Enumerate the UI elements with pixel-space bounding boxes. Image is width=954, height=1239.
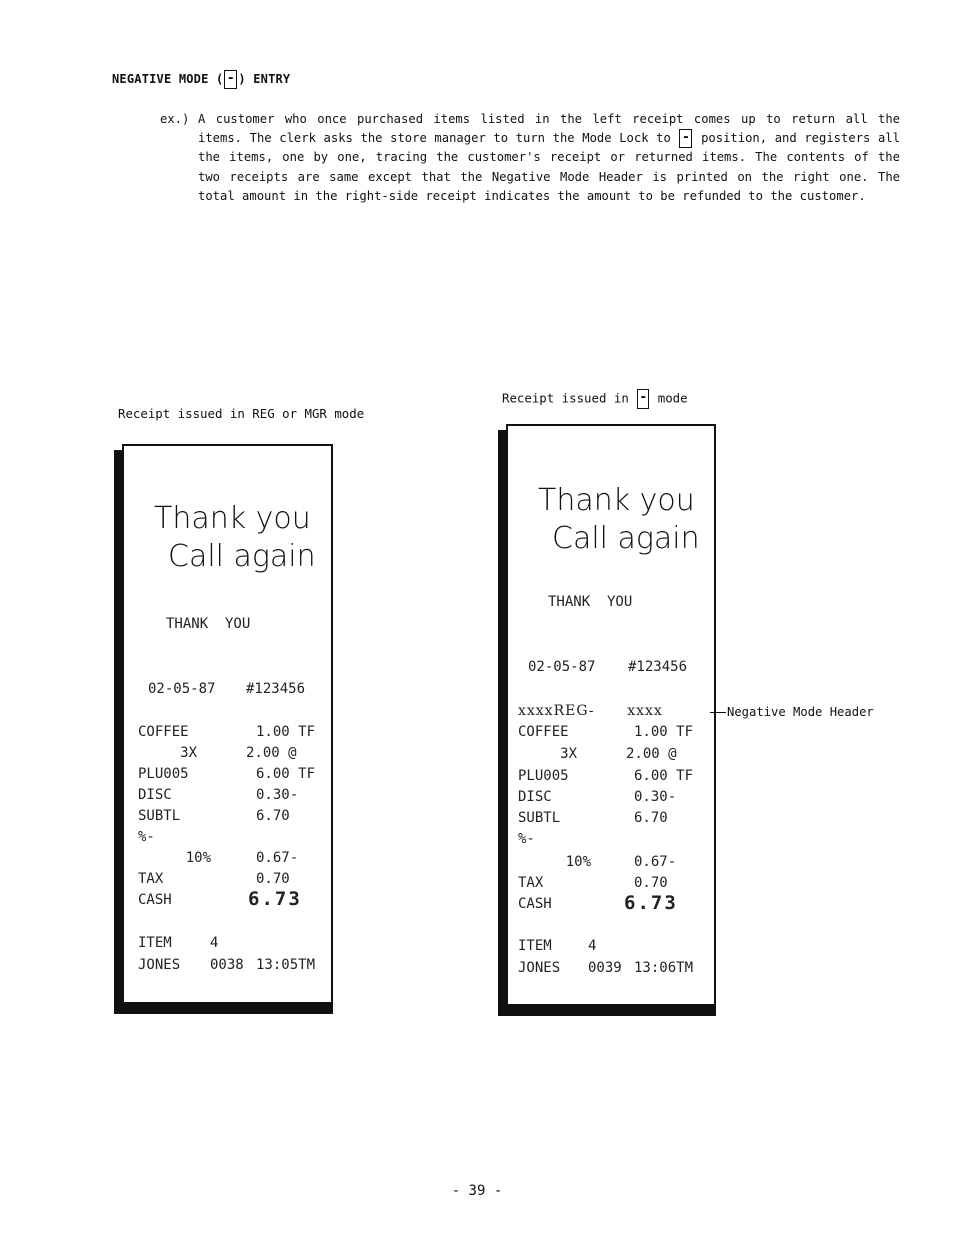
receipt-number: #123456 bbox=[246, 681, 306, 697]
example-text-continued: position, and registers all the items, one by one, tracing the customer's receipt or returned items. The contents of the two receipts are same except that the Negative Mode Header is printed on the right one. The total amount in the right-side receipt indicates the amount to be refunded to the customer. bbox=[198, 131, 900, 203]
receipt-total: 6.73 bbox=[248, 888, 302, 910]
row-label: 3X bbox=[138, 745, 198, 761]
row-label: PLU005 bbox=[518, 768, 569, 784]
negative-mode-header: xxxxREG- xxxx bbox=[518, 703, 663, 719]
row-label: %- bbox=[518, 831, 535, 847]
row-value: 0.67- bbox=[256, 850, 299, 866]
logo-line-1: Thank you bbox=[154, 501, 311, 536]
row-value: 6.70 bbox=[256, 808, 290, 824]
row-value: 0.70 bbox=[634, 875, 668, 891]
left-receipt-caption: Receipt issued in REG or MGR mode bbox=[118, 406, 365, 421]
row-label: PLU005 bbox=[138, 766, 189, 782]
negative-mode-icon: - bbox=[679, 129, 692, 148]
callout-leader-line bbox=[710, 712, 726, 713]
receipt-greeting: THANK YOU bbox=[548, 594, 633, 610]
receipt-shadow bbox=[498, 1004, 716, 1016]
example-label: ex.) bbox=[160, 112, 190, 126]
caption-text: Receipt issued in bbox=[502, 390, 629, 406]
thank-you-logo bbox=[538, 482, 700, 558]
receipt-reg-mode bbox=[122, 444, 333, 1004]
row-label: SUBTL bbox=[138, 808, 181, 824]
section-heading bbox=[112, 70, 290, 89]
receipt-time: 13:05TM bbox=[256, 957, 316, 973]
callout-label: Negative Mode Header bbox=[727, 705, 874, 719]
row-label: 3X bbox=[518, 746, 578, 762]
row-value: 0.70 bbox=[256, 871, 290, 887]
receipt-shadow bbox=[498, 430, 506, 1016]
item-count: 4 bbox=[588, 938, 597, 954]
receipt-shadow bbox=[114, 450, 122, 1014]
row-label: TAX bbox=[138, 871, 164, 887]
row-value: 1.00 TF bbox=[256, 724, 316, 740]
row-label: %- bbox=[138, 829, 155, 845]
row-label: COFFEE bbox=[518, 724, 569, 740]
row-value: 0.30- bbox=[256, 787, 299, 803]
heading-suffix: ) ENTRY bbox=[238, 72, 291, 86]
logo-line-1: Thank you bbox=[538, 483, 695, 518]
example-body bbox=[198, 110, 900, 206]
row-label: CASH bbox=[138, 892, 172, 908]
right-receipt-caption bbox=[502, 389, 688, 409]
row-value: 6.00 TF bbox=[256, 766, 316, 782]
heading-prefix: NEGATIVE MODE ( bbox=[112, 72, 224, 86]
item-label: ITEM bbox=[138, 935, 172, 951]
row-label: TAX bbox=[518, 875, 544, 891]
row-label: DISC bbox=[518, 789, 552, 805]
negative-mode-icon: - bbox=[224, 70, 237, 89]
receipt-shadow bbox=[114, 1002, 333, 1014]
receipt-total: 6.73 bbox=[624, 892, 678, 914]
receipt-negative-mode bbox=[506, 424, 716, 1006]
receipt-number: #123456 bbox=[628, 659, 688, 675]
row-label: SUBTL bbox=[518, 810, 561, 826]
receipt-date: 02-05-87 bbox=[148, 681, 216, 697]
row-label: CASH bbox=[518, 896, 552, 912]
clerk-name: JONES bbox=[518, 960, 561, 976]
item-label: ITEM bbox=[518, 938, 552, 954]
row-label: DISC bbox=[138, 787, 172, 803]
consecutive-number: 0039 bbox=[588, 960, 622, 976]
row-label: 10% bbox=[152, 850, 212, 866]
row-value: 0.30- bbox=[634, 789, 677, 805]
clerk-name: JONES bbox=[138, 957, 181, 973]
row-label: COFFEE bbox=[138, 724, 189, 740]
receipt-time: 13:06TM bbox=[634, 960, 694, 976]
receipt-date: 02-05-87 bbox=[528, 659, 596, 675]
row-value: 6.00 TF bbox=[634, 768, 694, 784]
consecutive-number: 0038 bbox=[210, 957, 244, 973]
item-count: 4 bbox=[210, 935, 219, 951]
example-text: A customer who once purchased items listed in the left receipt comes up to return all the items. The clerk asks the store manager to turn the Mode Lock to bbox=[198, 112, 900, 146]
thank-you-logo bbox=[154, 500, 316, 576]
negative-mode-icon: - bbox=[637, 389, 649, 409]
row-value: 2.00 @ bbox=[246, 745, 297, 761]
row-value: 0.67- bbox=[634, 854, 677, 870]
receipt-greeting: THANK YOU bbox=[166, 616, 251, 632]
caption-text-end: mode bbox=[657, 390, 688, 406]
row-value: 6.70 bbox=[634, 810, 668, 826]
page-number: - 39 - bbox=[451, 1183, 503, 1199]
negative-mode-header-callout bbox=[710, 705, 874, 719]
row-value: 2.00 @ bbox=[626, 746, 677, 762]
row-value: 1.00 TF bbox=[634, 724, 694, 740]
example-paragraph bbox=[160, 110, 900, 206]
row-label: 10% bbox=[532, 854, 592, 870]
logo-line-2: Call again bbox=[552, 521, 700, 556]
logo-line-2: Call again bbox=[168, 539, 316, 574]
